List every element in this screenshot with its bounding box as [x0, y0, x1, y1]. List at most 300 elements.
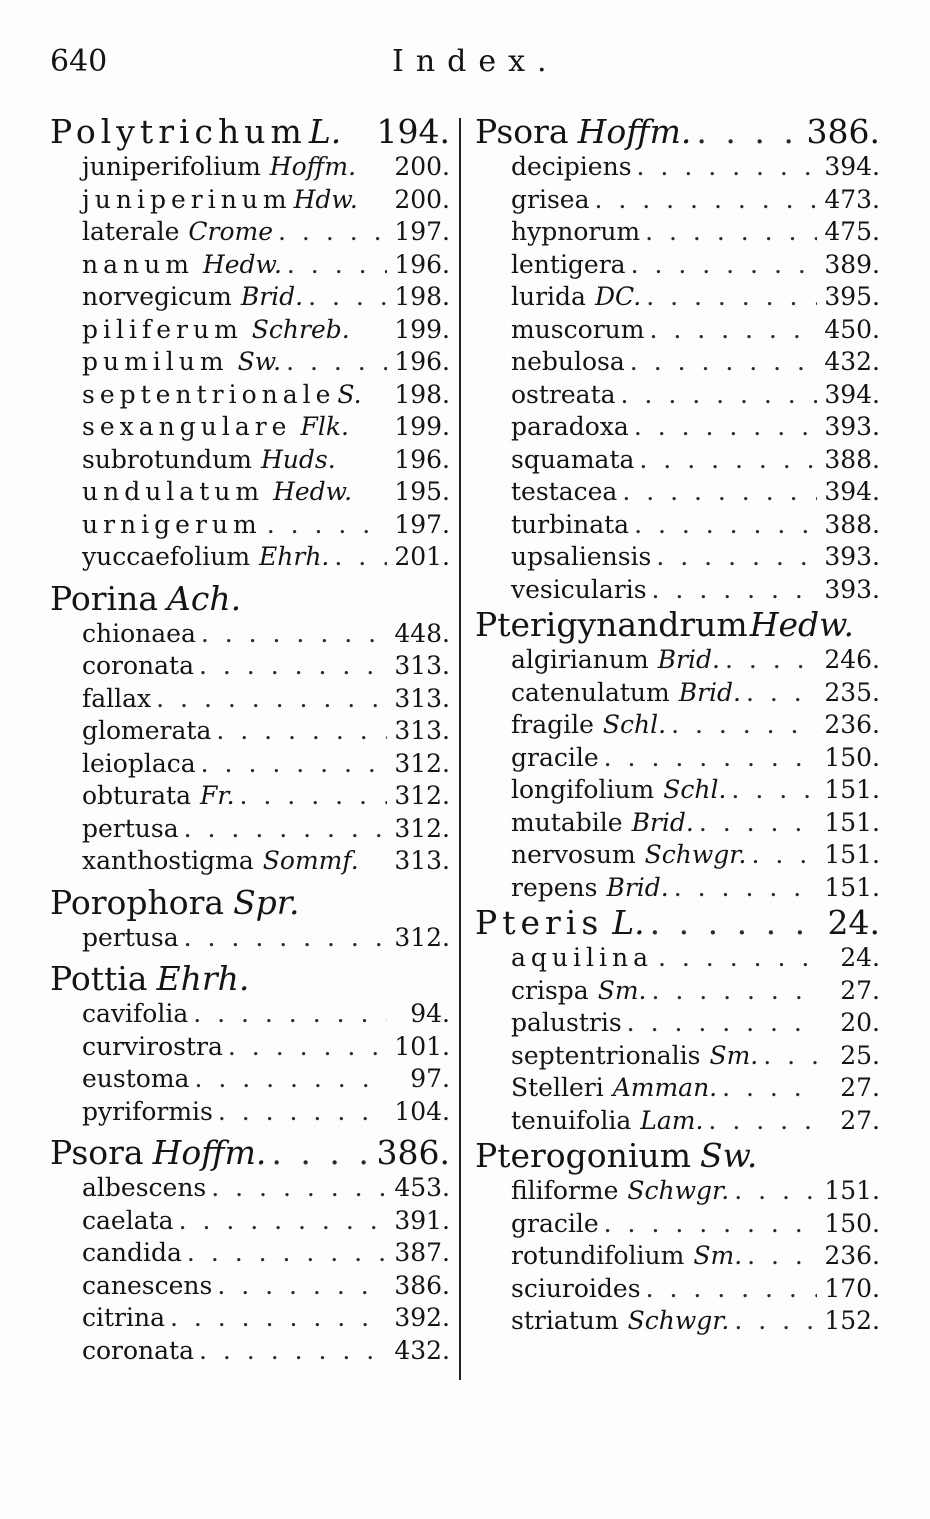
species-entry: [50, 216, 450, 249]
genus-name: Pterogonium: [475, 1137, 691, 1175]
page-reference: 313.: [394, 683, 450, 713]
page-reference: 394.: [824, 477, 880, 506]
species-name: algirianum: [511, 645, 649, 674]
page-reference: 313.: [394, 716, 450, 745]
page-reference: 27.: [840, 1073, 880, 1102]
author-abbreviation: L.: [612, 904, 645, 942]
author-abbreviation: Brid.: [240, 282, 304, 311]
dot-leader: [201, 618, 387, 651]
species-name: piliferum: [82, 314, 243, 344]
page-reference: 151.: [824, 775, 880, 804]
page-reference: 313.: [394, 846, 450, 875]
page-reference: 201.: [394, 542, 450, 571]
page-reference: 27.: [840, 1105, 880, 1135]
page-reference: 150.: [824, 1208, 880, 1238]
page-reference: 246.: [824, 645, 880, 674]
species-entry: [50, 151, 450, 184]
dot-leader: [708, 1105, 817, 1138]
species-name: caelata: [82, 1205, 174, 1235]
dot-leader: [170, 1302, 387, 1335]
author-abbreviation: Brid.: [631, 807, 694, 837]
species-entry: [475, 216, 880, 249]
species-entry: [475, 184, 880, 217]
species-name: striatum: [511, 1306, 619, 1335]
page-reference: 236.: [824, 710, 880, 739]
species-name: crispa: [511, 975, 589, 1005]
page-reference: 197.: [394, 509, 450, 539]
author-abbreviation: Ach.: [167, 579, 242, 618]
species-name: juniperifolium: [82, 152, 261, 181]
species-entry: [475, 1175, 880, 1208]
genus-entry: [475, 606, 880, 644]
species-entry: [50, 683, 450, 716]
species-entry: [475, 476, 880, 509]
author-abbreviation: Sw.: [237, 347, 282, 376]
genus-entry: [475, 1137, 880, 1175]
species-entry: [50, 1270, 450, 1303]
dot-leader: [734, 1175, 817, 1208]
species-entry: [50, 379, 450, 412]
species-entry: [475, 574, 880, 607]
dot-leader: [627, 1007, 817, 1040]
page-reference: 104.: [394, 1096, 450, 1126]
page-reference: 196.: [394, 249, 450, 279]
species-entry: [50, 715, 450, 748]
species-name: gracile: [511, 742, 599, 772]
page-reference: 394.: [824, 379, 880, 409]
genus-name: Psora: [475, 113, 569, 151]
species-name: coronata: [82, 1335, 195, 1365]
genus-entry: [50, 1134, 450, 1172]
dot-leader: [722, 1072, 817, 1105]
page-reference: 395.: [824, 282, 880, 311]
dot-leader: [211, 1172, 387, 1205]
author-abbreviation: Sm.: [597, 975, 647, 1005]
page-reference: 312.: [394, 922, 450, 952]
genus-entry: [475, 904, 880, 942]
page-reference: 198.: [394, 282, 450, 311]
page-reference: 432.: [824, 347, 880, 376]
species-name: coronata: [82, 651, 195, 680]
species-entry: [50, 1096, 450, 1129]
species-entry: [50, 1237, 450, 1270]
dot-leader: [734, 1305, 817, 1338]
species-name: decipiens: [511, 152, 632, 181]
genus-name: Pteris: [475, 904, 604, 942]
page-reference: 94.: [410, 999, 450, 1028]
dot-leader: [334, 541, 387, 574]
genus-entry: [475, 113, 880, 151]
species-name: ostreata: [511, 379, 616, 409]
page-reference: 152.: [824, 1306, 880, 1335]
page-reference: 432.: [394, 1335, 450, 1365]
author-abbreviation: Fr.: [200, 781, 235, 810]
author-abbreviation: Lam.: [640, 1105, 704, 1135]
genus-entry: [50, 884, 450, 922]
dot-leader: [193, 998, 387, 1031]
page-reference: 197.: [394, 217, 450, 246]
page-reference: 196.: [394, 347, 450, 376]
page-reference: 312.: [394, 813, 450, 843]
page-reference: 313.: [394, 651, 450, 680]
page-header: [0, 44, 930, 94]
species-name: citrina: [82, 1303, 165, 1332]
author-abbreviation: Ehrh.: [259, 542, 330, 571]
page-reference: 27.: [840, 975, 880, 1005]
species-entry: [475, 509, 880, 542]
species-entry: [50, 476, 450, 509]
species-name: lurida: [511, 282, 586, 311]
author-abbreviation: Hdw.: [293, 184, 358, 214]
species-name: Stelleri: [511, 1073, 604, 1102]
page-number: 640: [50, 44, 108, 79]
dot-leader: [287, 249, 387, 282]
dot-leader: [179, 1205, 387, 1238]
species-name: nanum: [82, 249, 194, 279]
species-name: longifolium: [511, 775, 655, 804]
species-name: muscorum: [511, 314, 645, 344]
page-reference: 200.: [394, 184, 450, 214]
dot-leader: [658, 942, 817, 975]
dot-leader: [184, 813, 387, 846]
dot-leader: [201, 748, 387, 781]
species-name: septentrionalis: [511, 1040, 701, 1070]
dot-leader: [199, 650, 387, 683]
species-name: laterale: [82, 217, 180, 246]
page-reference: 195.: [394, 477, 450, 506]
species-name: tenuifolia: [511, 1105, 632, 1135]
author-abbreviation: L.: [308, 113, 342, 151]
dot-leader: [217, 1270, 387, 1303]
species-name: chionaea: [82, 618, 196, 648]
page-reference: 389.: [824, 249, 880, 279]
author-abbreviation: Hedw.: [273, 477, 353, 506]
dot-leader: [604, 1208, 817, 1241]
species-entry: [475, 314, 880, 347]
dot-leader: [194, 1063, 387, 1096]
species-entry: [50, 998, 450, 1031]
species-entry: [475, 151, 880, 184]
species-entry: [50, 650, 450, 683]
page-reference: 393.: [824, 542, 880, 571]
species-entry: [475, 942, 880, 975]
species-name: yuccaefolium: [82, 542, 251, 571]
species-entry: [475, 346, 880, 379]
dot-leader: [731, 774, 817, 807]
species-entry: [475, 774, 880, 807]
dot-leader: [696, 113, 801, 151]
species-entry: [50, 1031, 450, 1064]
species-entry: [475, 1240, 880, 1273]
dot-leader: [630, 346, 817, 379]
species-entry: [50, 1172, 450, 1205]
species-name: curvirostra: [82, 1031, 223, 1061]
page-reference: 391.: [394, 1205, 450, 1235]
species-name: sciuroides: [511, 1273, 641, 1303]
author-abbreviation: Spr.: [233, 883, 300, 922]
species-name: xanthostigma: [82, 846, 254, 875]
page-reference: 475.: [824, 217, 880, 246]
author-abbreviation: Ehrh.: [156, 960, 250, 998]
species-entry: [50, 1335, 450, 1368]
species-entry: [475, 444, 880, 477]
page-reference: 151.: [824, 1176, 880, 1205]
page-reference: 453.: [394, 1173, 450, 1202]
author-abbreviation: Sm.: [709, 1040, 759, 1070]
species-name: pumilum: [82, 347, 229, 376]
species-entry: [475, 872, 880, 905]
page-reference: 24.: [827, 904, 880, 942]
species-entry: [475, 742, 880, 775]
species-entry: [475, 541, 880, 574]
dot-leader: [631, 249, 817, 282]
page-reference: 392.: [394, 1303, 450, 1332]
species-name: paradoxa: [511, 412, 629, 441]
species-entry: [50, 281, 450, 314]
dot-leader: [651, 975, 817, 1008]
species-name: squamata: [511, 444, 635, 474]
species-entry: [475, 839, 880, 872]
species-entry: [475, 975, 880, 1008]
species-name: fragile: [511, 710, 594, 739]
species-entry: [50, 1205, 450, 1238]
species-name: lentigera: [511, 249, 626, 279]
index-column-right: [475, 113, 880, 1338]
page-reference: 170.: [824, 1273, 880, 1303]
page-reference: 236.: [824, 1241, 880, 1270]
species-entry: [475, 1072, 880, 1105]
species-name: eustoma: [82, 1064, 190, 1093]
species-name: mutabile: [511, 807, 623, 837]
author-abbreviation: Hoffm.: [152, 1134, 267, 1172]
index-column-left: [50, 113, 450, 1367]
species-name: fallax: [82, 683, 152, 713]
page-reference: 393.: [824, 574, 880, 604]
dot-leader: [763, 1040, 817, 1073]
species-entry: [50, 249, 450, 282]
author-abbreviation: Brid.: [606, 872, 669, 902]
species-entry: [50, 780, 450, 813]
species-entry: [475, 1105, 880, 1138]
species-entry: [50, 813, 450, 846]
species-name: filiforme: [511, 1176, 619, 1205]
page-reference: 101.: [394, 1031, 450, 1061]
dot-leader: [650, 904, 805, 942]
dot-leader: [746, 677, 817, 710]
species-entry: [475, 1040, 880, 1073]
species-entry: [475, 644, 880, 677]
species-entry: [475, 411, 880, 444]
page-reference: 386.: [806, 113, 880, 151]
author-abbreviation: Huds.: [261, 444, 336, 474]
dot-leader: [671, 709, 817, 742]
page-reference: 194.: [376, 113, 450, 151]
species-entry: [475, 709, 880, 742]
dot-leader: [652, 574, 817, 607]
page-reference: 151.: [824, 872, 880, 902]
species-entry: [50, 845, 450, 878]
species-name: turbinata: [511, 509, 630, 539]
species-name: glomerata: [82, 716, 212, 745]
dot-leader: [187, 1237, 387, 1270]
species-entry: [475, 249, 880, 282]
page-reference: 200.: [394, 152, 450, 181]
genus-name: Porophora: [50, 883, 225, 922]
species-entry: [475, 677, 880, 710]
species-name: subrotundum: [82, 444, 252, 474]
species-name: cavifolia: [82, 999, 189, 1028]
dot-leader: [751, 839, 817, 872]
page-reference: 25.: [840, 1040, 880, 1070]
dot-leader: [634, 411, 817, 444]
author-abbreviation: Sm.: [693, 1241, 743, 1270]
species-name: palustris: [511, 1008, 622, 1037]
author-abbreviation: Sommf.: [262, 846, 359, 875]
page-reference: 386.: [376, 1134, 450, 1172]
species-name: candida: [82, 1238, 182, 1267]
species-name: grisea: [511, 184, 590, 214]
species-entry: [475, 1305, 880, 1338]
species-name: repens: [511, 872, 598, 902]
author-abbreviation: DC.: [594, 282, 642, 311]
dot-leader: [639, 444, 817, 477]
dot-leader: [156, 683, 387, 716]
page-reference: 24.: [840, 943, 880, 972]
page-reference: 199.: [394, 314, 450, 344]
author-abbreviation: Hedw.: [202, 249, 282, 279]
dot-leader: [656, 541, 817, 574]
species-entry: [475, 1208, 880, 1241]
species-name: nebulosa: [511, 347, 625, 376]
dot-leader: [286, 346, 387, 379]
genus-name: Psora: [50, 1134, 144, 1172]
dot-leader: [278, 216, 387, 249]
dot-leader: [622, 476, 817, 509]
author-abbreviation: Schwgr.: [644, 840, 747, 869]
species-name: pyriformis: [82, 1096, 213, 1126]
species-entry: [50, 346, 450, 379]
page-reference: 199.: [394, 412, 450, 441]
author-abbreviation: Crome: [188, 217, 274, 246]
genus-entry: [50, 960, 450, 998]
dot-leader: [267, 509, 387, 542]
species-name: gracile: [511, 1208, 599, 1238]
species-name: hypnorum: [511, 217, 641, 246]
author-abbreviation: Hoffm.: [269, 152, 357, 181]
page-reference: 386.: [394, 1270, 450, 1300]
page-reference: 151.: [824, 840, 880, 869]
dot-leader: [594, 184, 817, 217]
dot-leader: [725, 644, 817, 677]
author-abbreviation: Schwgr.: [627, 1306, 730, 1335]
species-entry: [50, 1063, 450, 1096]
dot-leader: [308, 281, 387, 314]
author-abbreviation: Schwgr.: [627, 1176, 730, 1205]
page-reference: 196.: [394, 444, 450, 474]
species-entry: [475, 1273, 880, 1306]
dot-leader: [199, 1335, 387, 1368]
species-name: pertusa: [82, 813, 179, 843]
species-name: leioplaca: [82, 748, 196, 778]
species-name: albescens: [82, 1173, 207, 1202]
page-reference: 394.: [824, 152, 880, 181]
author-abbreviation: Hoffm.: [577, 113, 692, 151]
running-title: Index.: [392, 44, 559, 79]
dot-leader: [604, 742, 817, 775]
dot-leader: [228, 1031, 387, 1064]
page-reference: 312.: [394, 748, 450, 778]
page-reference: 97.: [410, 1064, 450, 1093]
page-reference: 450.: [824, 314, 880, 344]
species-name: nervosum: [511, 840, 636, 869]
species-name: testacea: [511, 477, 618, 506]
species-name: obturata: [82, 781, 192, 810]
author-abbreviation: Sw.: [699, 1137, 758, 1175]
page-reference: 151.: [824, 807, 880, 837]
author-abbreviation: S.: [337, 379, 362, 409]
genus-entry: [50, 113, 450, 151]
dot-leader: [634, 509, 817, 542]
author-abbreviation: Schreb.: [251, 314, 350, 344]
species-name: canescens: [82, 1270, 213, 1300]
page-reference: 448.: [394, 618, 450, 648]
page-reference: 393.: [824, 412, 880, 441]
dot-leader: [218, 1096, 387, 1129]
species-name: sexangulare: [82, 412, 292, 441]
dot-leader: [271, 1134, 371, 1172]
species-name: rotundifolium: [511, 1241, 685, 1270]
species-name: upsaliensis: [511, 542, 652, 571]
species-entry: [475, 379, 880, 412]
dot-leader: [646, 1273, 817, 1306]
species-entry: [50, 541, 450, 574]
species-entry: [475, 807, 880, 840]
dot-leader: [645, 216, 817, 249]
species-name: vesicularis: [511, 574, 647, 604]
species-name: norvegicum: [82, 282, 232, 311]
page-reference: 20.: [840, 1008, 880, 1037]
species-entry: [50, 618, 450, 651]
species-name: catenulatum: [511, 677, 670, 707]
species-entry: [475, 1007, 880, 1040]
genus-name: Pottia: [50, 960, 148, 998]
dot-leader: [621, 379, 817, 412]
species-entry: [50, 411, 450, 444]
page-reference: 388.: [824, 509, 880, 539]
genus-name: Pterigynandrum: [475, 606, 748, 644]
dot-leader: [184, 922, 387, 955]
author-abbreviation: Hedw.: [749, 606, 854, 644]
species-name: aquilina: [511, 943, 654, 972]
page-reference: 387.: [394, 1238, 450, 1267]
species-entry: [50, 184, 450, 217]
author-abbreviation: Brid.: [657, 645, 720, 674]
author-abbreviation: Schl.: [602, 710, 667, 739]
species-entry: [50, 922, 450, 955]
species-entry: [50, 444, 450, 477]
author-abbreviation: Brid.: [678, 677, 741, 707]
dot-leader: [674, 872, 817, 905]
page-reference: 388.: [824, 444, 880, 474]
species-entry: [50, 314, 450, 347]
page-reference: 473.: [824, 184, 880, 214]
genus-name: Porina: [50, 579, 158, 618]
page-reference: 150.: [824, 742, 880, 772]
page-reference: 198.: [394, 379, 450, 409]
column-rule: [459, 118, 461, 1380]
dot-leader: [646, 281, 817, 314]
dot-leader: [216, 715, 387, 748]
